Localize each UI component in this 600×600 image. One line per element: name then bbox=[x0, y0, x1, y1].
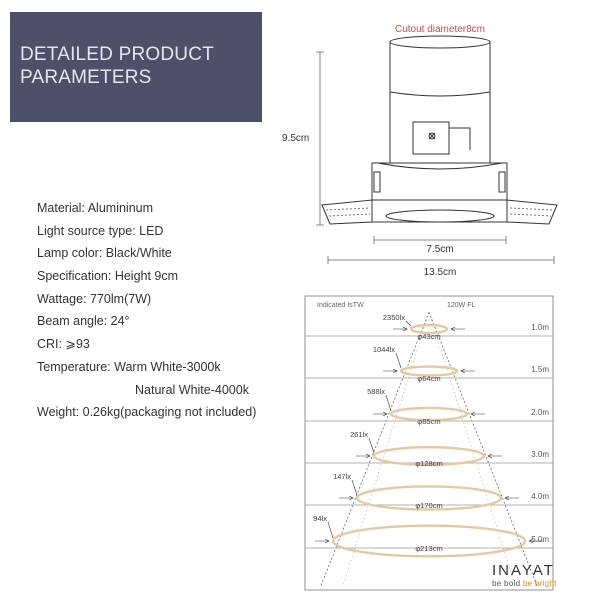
beam-lux-label: 147lx bbox=[333, 472, 351, 481]
beam-right-arrow-icon bbox=[505, 496, 519, 500]
spec-weight: Weight: 0.26kg(packaging not included) bbox=[37, 405, 257, 420]
beam-chart bbox=[305, 296, 553, 590]
beam-lux-label: 261lx bbox=[350, 430, 368, 439]
beam-left-arrow-icon bbox=[373, 412, 387, 416]
beam-left-arrow-icon bbox=[356, 454, 370, 458]
right-plaster-wing bbox=[507, 200, 557, 224]
outer-width-dimension-line bbox=[328, 256, 554, 264]
spec-cri: CRI: ⩾93 bbox=[37, 337, 90, 352]
body-top-ellipse bbox=[390, 36, 490, 48]
inner-width-dimension-line bbox=[374, 236, 506, 244]
body-band-line bbox=[390, 92, 490, 96]
beam-lux-label: 94lx bbox=[313, 514, 327, 523]
cutout-diameter-label: Cutout diameter8cm bbox=[394, 24, 486, 35]
beam-lux-pointer bbox=[328, 522, 333, 538]
beam-distance-label: 4.0m bbox=[531, 492, 549, 501]
dimension-lines bbox=[316, 52, 554, 264]
collar-curve bbox=[378, 163, 502, 169]
beam-diameter-label: φ170cm bbox=[415, 501, 443, 510]
beam-right-arrow-icon bbox=[461, 369, 475, 373]
spec-beam-angle: Beam angle: 24° bbox=[37, 314, 130, 329]
beam-right-arrow-icon bbox=[488, 454, 502, 458]
right-spring-clip bbox=[499, 172, 505, 192]
beam-chart-header-left: Indicated IsTW bbox=[317, 302, 364, 309]
beam-left-arrow-icon bbox=[393, 327, 407, 331]
beam-distance-label: 2.0m bbox=[531, 408, 549, 417]
beam-lux-pointer bbox=[386, 395, 391, 411]
beam-lux-label: 588lx bbox=[367, 387, 385, 396]
beam-right-arrow-icon bbox=[471, 412, 485, 416]
beam-left-arrow-icon bbox=[339, 496, 353, 500]
downlight-drawing bbox=[322, 36, 557, 224]
brand-tagline bbox=[492, 579, 592, 589]
beam-diameter-label: φ43cm bbox=[417, 332, 441, 341]
inner-width-label: 7.5cm bbox=[426, 244, 454, 255]
beam-lux-label: 1044lx bbox=[372, 345, 395, 354]
spec-wattage: Wattage: 770lm(7W) bbox=[37, 291, 152, 306]
beam-distance-label: 1.0m bbox=[531, 323, 549, 332]
spec-lamp-color: Lamp color: Black/White bbox=[37, 246, 172, 261]
beam-lux-pointer bbox=[406, 321, 411, 326]
left-spring-clip bbox=[374, 172, 380, 192]
brand-name: INAYAT bbox=[492, 562, 555, 579]
beam-diameter-label: φ213cm bbox=[415, 544, 443, 553]
spec-specification: Specification: Height 9cm bbox=[37, 269, 179, 284]
beam-lux-pointer bbox=[396, 353, 401, 368]
wing-texture bbox=[326, 208, 553, 216]
page-title-line-2: PARAMETERS bbox=[20, 67, 152, 88]
spec-light-source: Light source type: LED bbox=[37, 223, 164, 238]
beam-chart-header-right: 120W FL bbox=[447, 302, 476, 309]
lens-opening bbox=[386, 210, 494, 222]
beam-left-arrow-icon bbox=[315, 539, 329, 543]
spec-temperature-natural: Natural White-4000k bbox=[135, 382, 249, 397]
terminal-screw-cross bbox=[429, 133, 435, 139]
beam-left-arrow-icon bbox=[383, 369, 397, 373]
terminal-block bbox=[413, 122, 449, 154]
spec-temperature-warm: Temperature: Warm White-3000k bbox=[37, 359, 221, 374]
beam-diameter-label: φ128cm bbox=[415, 459, 443, 468]
beam-diameter-label: φ85cm bbox=[417, 417, 441, 426]
brand-logo bbox=[492, 563, 592, 589]
beam-right-arrow-icon bbox=[451, 327, 465, 331]
beam-diameter-label: φ64cm bbox=[417, 374, 441, 383]
spec-material: Material: Alumininum bbox=[37, 201, 154, 215]
beam-lux-pointer bbox=[352, 480, 357, 495]
beam-distance-label: 1.5m bbox=[531, 365, 549, 374]
outer-width-label: 13.5cm bbox=[423, 267, 457, 278]
page-title-line-1: DETAILED PRODUCT bbox=[20, 44, 214, 65]
height-label: 9.5cm bbox=[282, 133, 310, 144]
height-dimension-line bbox=[316, 52, 324, 225]
brand-tagline-accent: be bright bbox=[522, 579, 557, 588]
beam-lux-label: 2350lx bbox=[382, 313, 405, 322]
terminal-bracket bbox=[449, 128, 470, 150]
beam-lux-pointer bbox=[369, 438, 374, 453]
left-plaster-wing bbox=[322, 200, 372, 224]
brand-tagline-main: be bold bbox=[492, 579, 523, 588]
beam-distance-label: 5.0m bbox=[531, 535, 549, 544]
beam-distance-label: 3.0m bbox=[531, 450, 549, 459]
